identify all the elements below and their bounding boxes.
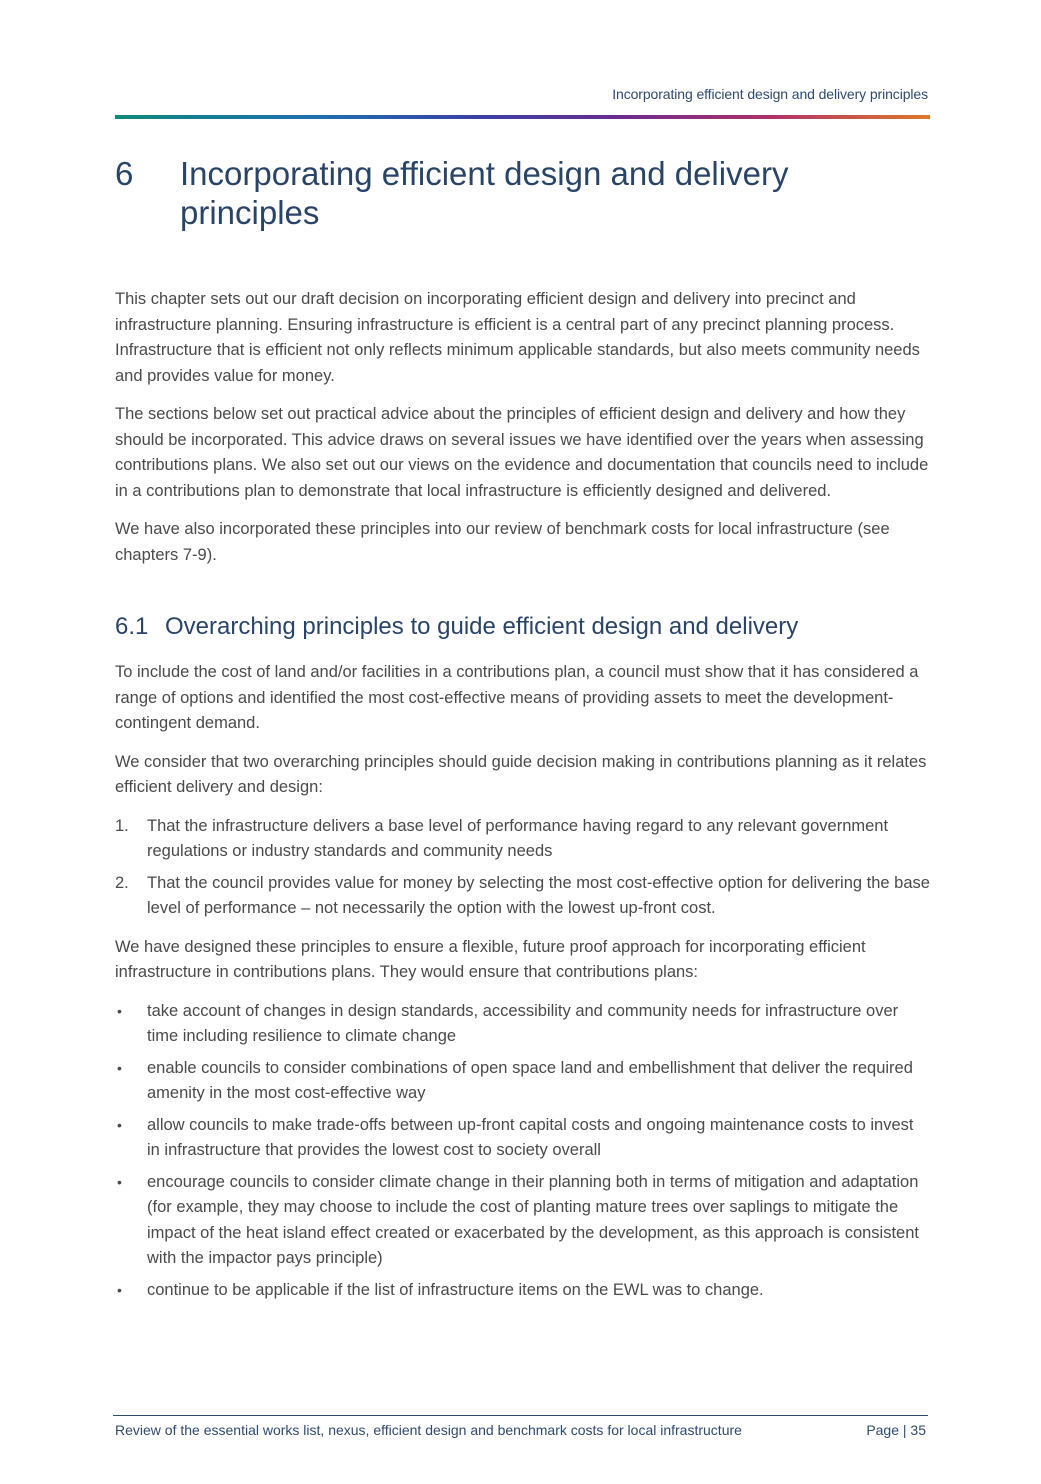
- intro-paragraph-2: The sections below set out practical advice about the principles of efficient design and delivery and how they should be incorporated. This advice draws on several issues we have identified over the years when assessing contributions plans. We also set out our views on the evidence and documentation that councils need to include in a contributions plan to demonstrate that local infrastructure is efficiently designed and delivered.: [115, 405, 929, 500]
- section-title: Overarching principles to guide efficient design and delivery: [165, 613, 799, 640]
- bullet-icon: •: [117, 1173, 122, 1190]
- list-item: [115, 814, 930, 865]
- intro-paragraph-3: We have also incorporated these principles into our review of benchmark costs for local infrastructure (see chapters 7-9).: [115, 520, 890, 564]
- section-number: 6.1: [115, 613, 149, 640]
- section-paragraph-1: To include the cost of land and/or facilities in a contributions plan, a council must show that it has considered a range of options and identified the most cost-effective means of providing assets to meet the development-contingent demand.: [115, 663, 919, 732]
- list-item-text: continue to be applicable if the list of infrastructure items on the EWL was to change.: [147, 1280, 764, 1299]
- principles-numbered-list: [115, 814, 930, 922]
- bullet-icon: •: [117, 1059, 122, 1076]
- section-heading: [115, 612, 930, 642]
- list-item-text: allow councils to make trade-offs between up-front capital costs and ongoing maintenance costs to invest in infrastructure that provides the lowest cost to society overall: [147, 1115, 914, 1159]
- list-item-text: encourage councils to consider climate change in their planning both in terms of mitigation and adaptation (for example, they may choose to include the cost of planting mature trees over saplings to mitigate the impact of the heat island effect created or exacerbated by the development, as this approach is consistent with the impactor pays principle): [147, 1172, 919, 1267]
- list-item-text: That the infrastructure delivers a base level of performance having regard to any relevant government regulations or industry standards and community needs: [147, 816, 889, 860]
- list-item-text: take account of changes in design standards, accessibility and community needs for infrastructure over time including resilience to climate change: [147, 1001, 899, 1045]
- list-item: [115, 1113, 930, 1164]
- list-item-text: enable councils to consider combinations of open space land and embellishment that deliver the required amenity in the most cost-effective way: [147, 1058, 913, 1102]
- chapter-heading: [115, 154, 930, 232]
- body-content: [115, 287, 930, 1316]
- list-item: [115, 1056, 930, 1107]
- list-item: [115, 1170, 930, 1272]
- bullet-icon: •: [117, 1116, 122, 1133]
- list-item-text: That the council provides value for money by selecting the most cost-effective option for delivering the base level of performance – not necessarily the option with the lowest up-front cost.: [147, 873, 930, 917]
- list-item: [115, 999, 930, 1050]
- list-item: [115, 871, 930, 922]
- intro-paragraph-1: This chapter sets out our draft decision on incorporating efficient design and delivery into precinct and infrastructure planning. Ensuring infrastructure is efficient is a central part of any precinct planning process. Infrastructure that is efficient not only reflects minimum applicable standards, but also meets community needs and provides value for money.: [115, 290, 920, 385]
- bullet-icon: •: [117, 1281, 122, 1298]
- outcomes-bullet-list: [115, 999, 930, 1304]
- bullet-icon: •: [117, 1002, 122, 1019]
- list-item: [115, 1278, 930, 1304]
- chapter-number: 6: [115, 155, 134, 192]
- header-gradient-rule: [115, 115, 930, 119]
- footer-page-number: Page | 35: [866, 1422, 926, 1438]
- section-paragraph-2: We consider that two overarching principles should guide decision making in contributions planning as it relates efficient delivery and design:: [115, 752, 927, 796]
- running-header: Incorporating efficient design and delivery principles: [612, 86, 928, 102]
- list-marker: 2.: [115, 873, 129, 892]
- list-marker: 1.: [115, 816, 129, 835]
- section-paragraph-3: We have designed these principles to ensure a flexible, future proof approach for incorporating efficient infrastructure in contributions plans. They would ensure that contributions plans:: [115, 937, 866, 981]
- footer-rule: [113, 1415, 928, 1416]
- footer-document-title: Review of the essential works list, nexus, efficient design and benchmark costs for local infrastructure: [115, 1422, 742, 1438]
- chapter-title: Incorporating efficient design and delivery principles: [180, 155, 789, 231]
